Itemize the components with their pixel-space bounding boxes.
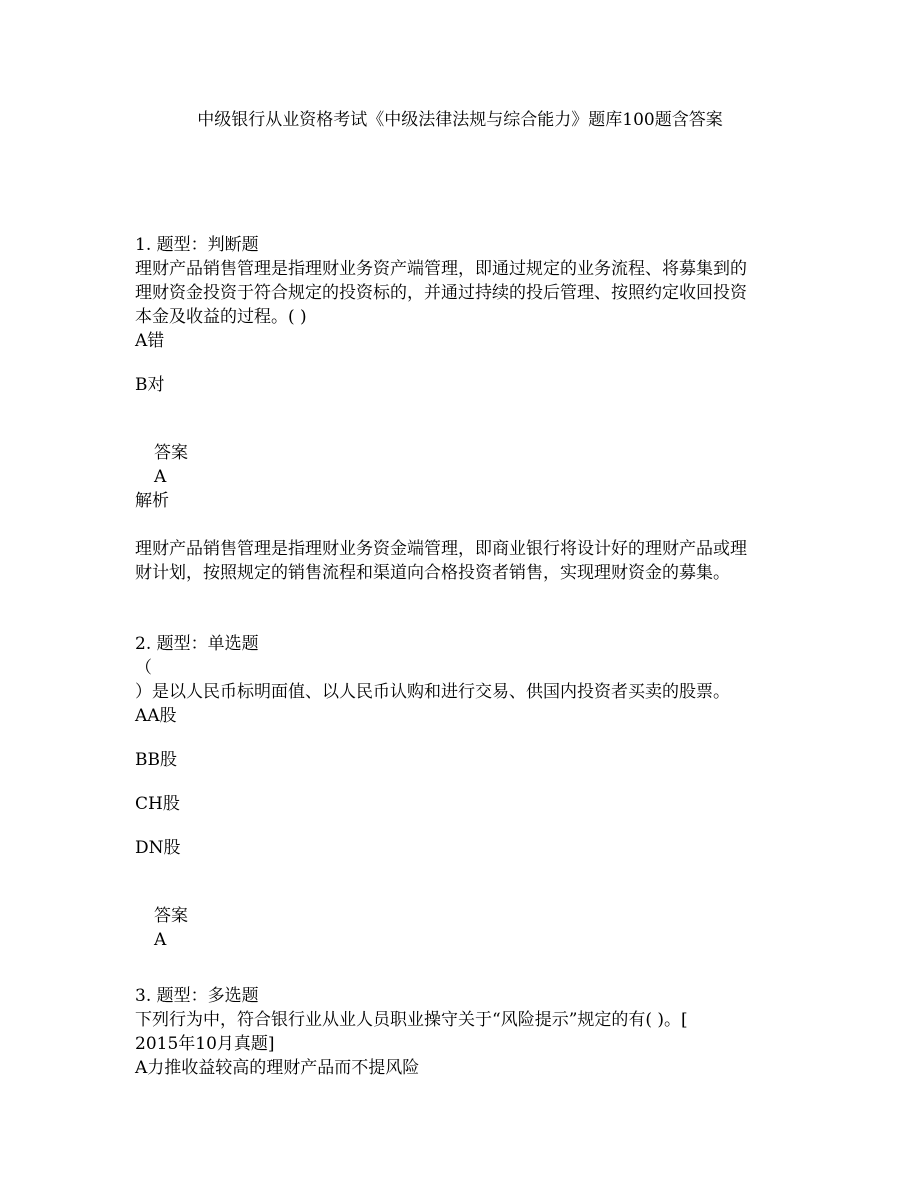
question-2-stem-line-1: （: [135, 658, 152, 678]
question-2-answer: [135, 904, 795, 952]
question-2-option-d: DN股: [135, 838, 181, 858]
question-2: [135, 632, 795, 952]
question-1-stem-line-3: 本金及收益的过程。( ): [135, 307, 307, 327]
question-1-analysis-line-2: 财计划，按照规定的销售流程和渠道向合格投资者销售，实现理财资金的募集。: [135, 563, 730, 583]
question-1: [135, 233, 795, 585]
question-1-header: 1. 题型：判断题: [135, 235, 259, 255]
document-title: 中级银行从业资格考试《中级法律法规与综合能力》题库100题含答案: [197, 110, 723, 130]
question-2-option-c: CH股: [135, 794, 180, 814]
question-3: [135, 984, 795, 1080]
question-3-stem-line-1: 下列行为中，符合银行业从业人员职业操守关于“风险提示”规定的有( )。[: [135, 1010, 688, 1030]
question-3-stem-line-2: 2015年10月真题]: [135, 1034, 275, 1054]
question-1-option-a: A错: [135, 331, 165, 351]
question-3-header: 3. 题型：多选题: [135, 986, 259, 1006]
question-1-analysis-line-1: 理财产品销售管理是指理财业务资金端管理，即商业银行将设计好的理财产品或理: [135, 539, 747, 559]
question-2-option-b: BB股: [135, 750, 177, 770]
question-2-stem-line-2: ）是以人民币标明面值、以人民币认购和进行交易、供国内投资者买卖的股票。: [135, 682, 730, 702]
question-1-answer: [135, 441, 795, 489]
question-3-option-a: A力推收益较高的理财产品而不提风险: [135, 1058, 420, 1078]
question-1-option-b: B对: [135, 375, 165, 395]
question-1-answer-value: A: [154, 467, 167, 487]
question-2-option-a: AA股: [135, 706, 177, 726]
question-1-stem-line-2: 理财资金投资于符合规定的投资标的，并通过持续的投后管理、按照约定收回投资: [135, 283, 747, 303]
question-1-answer-label: 答案: [154, 443, 188, 463]
question-2-answer-value: A: [154, 930, 167, 950]
question-2-header: 2. 题型：单选题: [135, 634, 259, 654]
question-2-answer-label: 答案: [154, 906, 188, 926]
question-1-stem-line-1: 理财产品销售管理是指理财业务资产端管理，即通过规定的业务流程、将募集到的: [135, 259, 747, 279]
question-1-analysis-label: 解析: [135, 491, 169, 511]
